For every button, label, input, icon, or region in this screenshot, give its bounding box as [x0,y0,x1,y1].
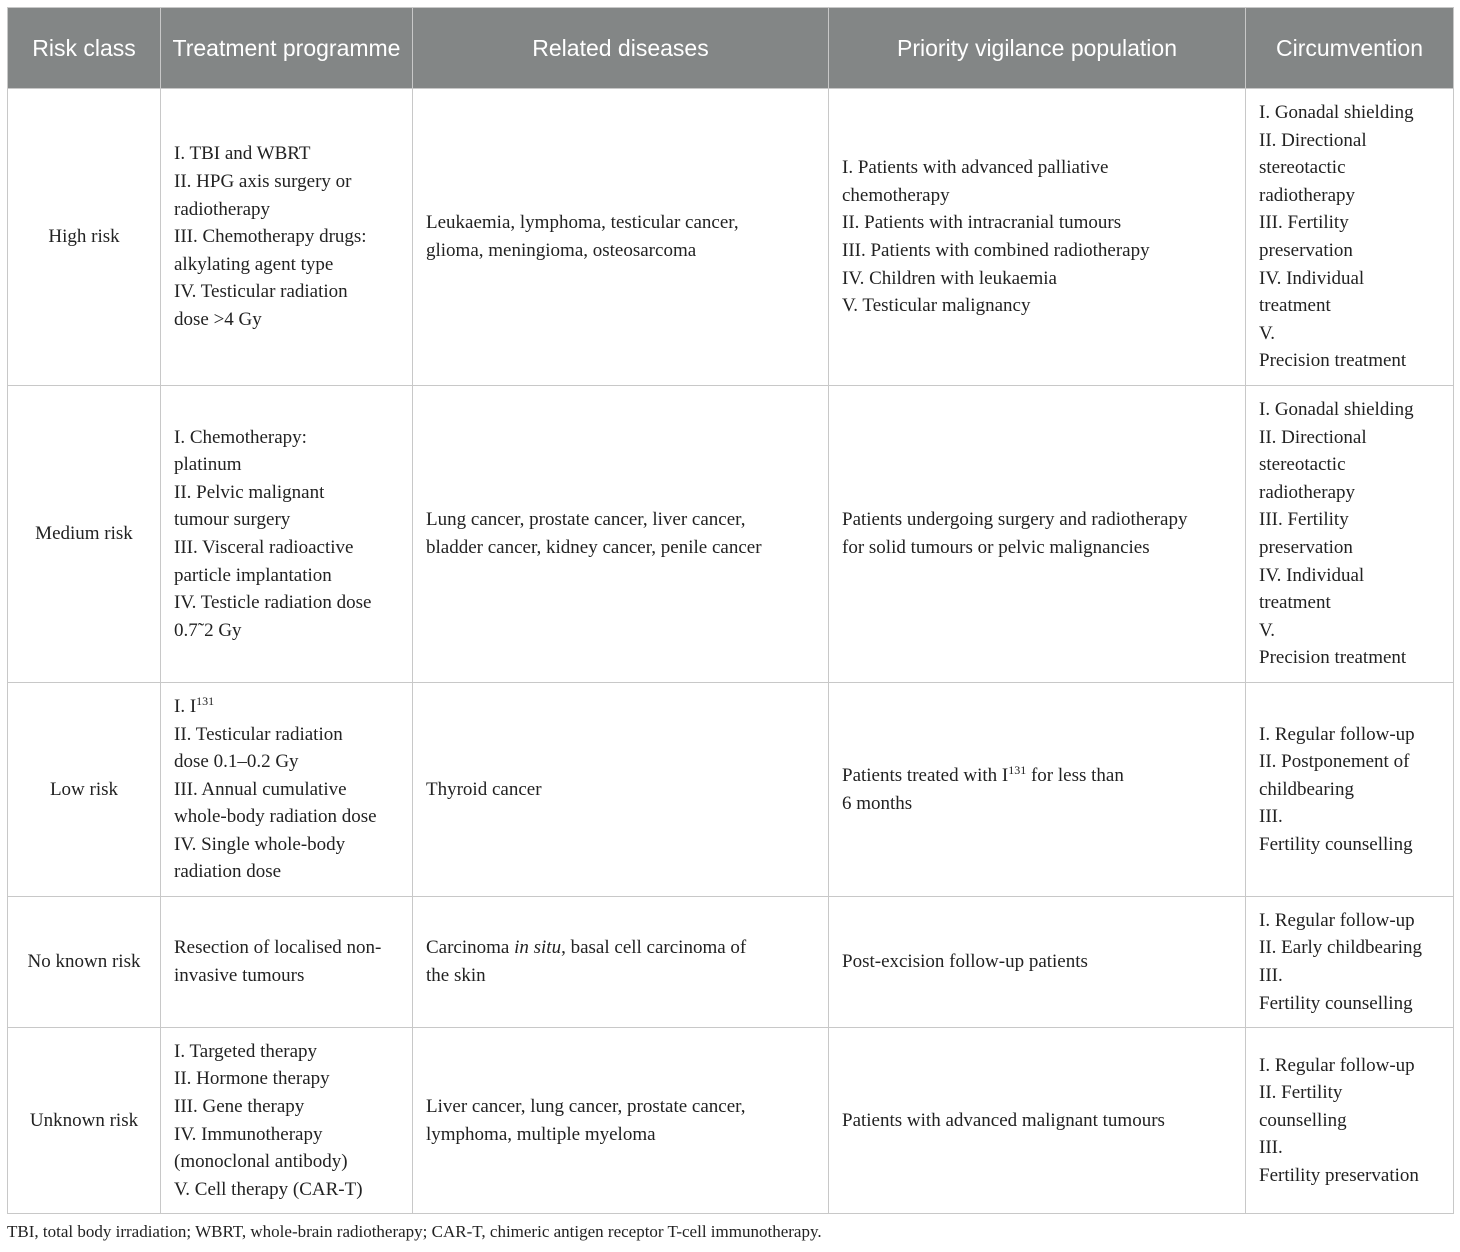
text-line: preservation [1259,537,1353,558]
table-row [8,1028,1454,1214]
text-line: III. [1259,1137,1283,1159]
text-line: for solid tumours or pelvic malignancies [842,537,1150,558]
text-line: Fertility preservation [1259,1164,1419,1186]
text-line: I. Gonadal shielding [1259,102,1414,124]
text-line: IV. Testicular radiation [174,281,348,303]
text-line: stereotactic [1259,157,1346,179]
treatment-cell [161,89,413,386]
treatment-cell [161,683,413,897]
table-row [8,897,1454,1028]
text-line: radiotherapy [174,198,271,220]
text-line [426,934,816,962]
header-treatment-programme [161,8,413,89]
italic-text: in situ [514,937,562,959]
text-line: Resection of localised non- [174,937,382,959]
text-line: II. Directional [1259,129,1367,151]
text-line: III. Gene therapy [174,1095,305,1117]
text-line: dose >4 Gy [174,308,262,330]
text-line: III. Fertility [1259,212,1349,234]
superscript: 131 [196,693,215,708]
text-line: V. [1259,322,1276,344]
header-circumvention: Circumvention [1246,8,1454,89]
population-cell [829,89,1246,386]
text-line: glioma, meningioma, osteosarcoma [426,240,697,261]
text-line: Thyroid cancer [426,778,542,800]
text-line: counselling [1259,1109,1347,1131]
text-line: I. TBI and WBRT [174,143,311,165]
text-line: IV. Single whole-body [174,833,346,855]
header-related-diseases: Related diseases [413,8,829,89]
header-treatment-line: Treatment [172,35,277,61]
population-cell [829,683,1246,897]
text-line: III. [1259,806,1283,828]
text-line: V. Cell therapy (CAR-T) [174,1178,363,1200]
text-line: II. Directional [1259,426,1367,448]
text-line: Lung cancer, prostate cancer, liver cancer, [426,509,746,531]
risk-table [7,7,1454,1214]
table-row [8,89,1454,386]
diseases-cell [413,1028,829,1214]
text-line: IV. Individual [1259,564,1365,586]
population-cell [829,897,1246,1028]
risk-class-cell: Low risk [8,683,161,897]
text-line: childbearing [1259,778,1354,800]
text-line: alkylating agent type [174,253,334,275]
text-line: radiotherapy [1259,481,1356,503]
text-line [174,693,400,721]
table-row [8,386,1454,683]
text-line: III. Chemotherapy drugs: [174,226,367,248]
text-fragment: Patients treated with I [842,764,1009,786]
text-line: IV. Testicle radiation dose [174,592,372,614]
text-line: Fertility counselling [1259,992,1413,1014]
text-line: I. Targeted therapy [174,1040,318,1062]
text-line: Patients with advanced malignant tumours [842,1109,1165,1131]
text-line: I. Regular follow-up [1259,723,1415,745]
table-footnote: TBI, total body irradiation; WBRT, whole-brain radiotherapy; CAR-T, chimeric antigen receptor T-cell immunotherapy. [7,1222,822,1241]
text-line: Leukaemia, lymphoma, testicular cancer, [426,212,739,234]
text-line: II. Postponement of [1259,751,1410,773]
text-line: stereotactic [1259,454,1346,476]
text-line: Fertility counselling [1259,833,1413,855]
text-line: V. [1259,619,1276,641]
text-line: lymphoma, multiple myeloma [426,1123,656,1145]
risk-class-cell: Unknown risk [8,1028,161,1214]
header-priority-population: Priority vigilance population [829,8,1246,89]
text-line: I. Regular follow-up [1259,1054,1415,1076]
text-line: chemotherapy [842,184,950,206]
text-line: Patients undergoing surgery and radiotherapy [842,509,1188,531]
text-line: tumour surgery [174,509,291,531]
text-line: Precision treatment [1259,350,1407,372]
treatment-cell [161,386,413,683]
text-line: 0.7˜2 Gy [174,619,242,641]
text-line: IV. Children with leukaemia [842,267,1057,289]
text-line: dose 0.1–0.2 Gy [174,751,299,773]
diseases-cell [413,89,829,386]
diseases-cell [413,386,829,683]
text-line: Post-excision follow-up patients [842,951,1088,973]
text-line: IV. Immunotherapy [174,1123,323,1145]
text-line: platinum [174,454,242,476]
superscript: 131 [1008,762,1027,777]
text-line: V. Testicular malignancy [842,295,1031,317]
text-line: bladder cancer, kidney cancer, penile cancer [426,537,762,558]
treatment-cell [161,897,413,1028]
diseases-cell [413,897,829,1028]
text-line: III. Patients with combined radiotherapy [842,240,1150,261]
text-line [842,762,1233,790]
circumvention-cell [1246,897,1454,1028]
text-fragment: for less than [1026,764,1124,786]
circumvention-cell [1246,386,1454,683]
text-line: I. Gonadal shielding [1259,399,1414,421]
text-line: Liver cancer, lung cancer, prostate cancer, [426,1095,746,1117]
text-line: I. Regular follow-up [1259,909,1415,931]
risk-class-cell: High risk [8,89,161,386]
text-line: I. Patients with advanced palliative [842,157,1109,179]
risk-class-cell: No known risk [8,897,161,1028]
header-row [8,8,1454,89]
text-line: II. Patients with intracranial tumours [842,212,1122,234]
text-fragment: Carcinoma [426,937,515,959]
text-line: radiation dose [174,861,282,883]
text-fragment: I. I [174,695,197,717]
text-line: III. Fertility [1259,509,1349,531]
text-line: IV. Individual [1259,267,1365,289]
text-line: 6 months [842,792,913,814]
table-row [8,683,1454,897]
text-line: II. Pelvic malignant [174,481,325,503]
text-line: treatment [1259,295,1331,317]
text-line: (monoclonal antibody) [174,1151,348,1173]
text-fragment: , basal cell carcinoma of [561,937,747,959]
header-treatment-line: programme [282,35,401,61]
header-risk-class: Risk class [8,8,161,89]
text-line: radiotherapy [1259,184,1356,206]
diseases-cell [413,683,829,897]
circumvention-cell [1246,89,1454,386]
text-line: treatment [1259,592,1331,614]
text-line: the skin [426,965,486,986]
text-line: III. Annual cumulative [174,778,347,800]
text-line: II. Hormone therapy [174,1068,330,1090]
text-line: preservation [1259,240,1353,261]
circumvention-cell [1246,683,1454,897]
text-line: II. HPG axis surgery or [174,171,352,193]
text-line: Precision treatment [1259,647,1407,669]
circumvention-cell [1246,1028,1454,1214]
text-line: invasive tumours [174,965,305,986]
text-line: I. Chemotherapy: [174,426,307,448]
text-line: III. [1259,965,1283,986]
text-line: II. Testicular radiation [174,723,343,745]
text-line: particle implantation [174,564,332,586]
treatment-cell [161,1028,413,1214]
risk-class-cell: Medium risk [8,386,161,683]
text-line: whole-body radiation dose [174,806,377,828]
text-line: II. Fertility [1259,1082,1343,1104]
population-cell [829,386,1246,683]
text-line: III. Visceral radioactive [174,537,354,558]
text-line: II. Early childbearing [1259,937,1423,959]
population-cell [829,1028,1246,1214]
